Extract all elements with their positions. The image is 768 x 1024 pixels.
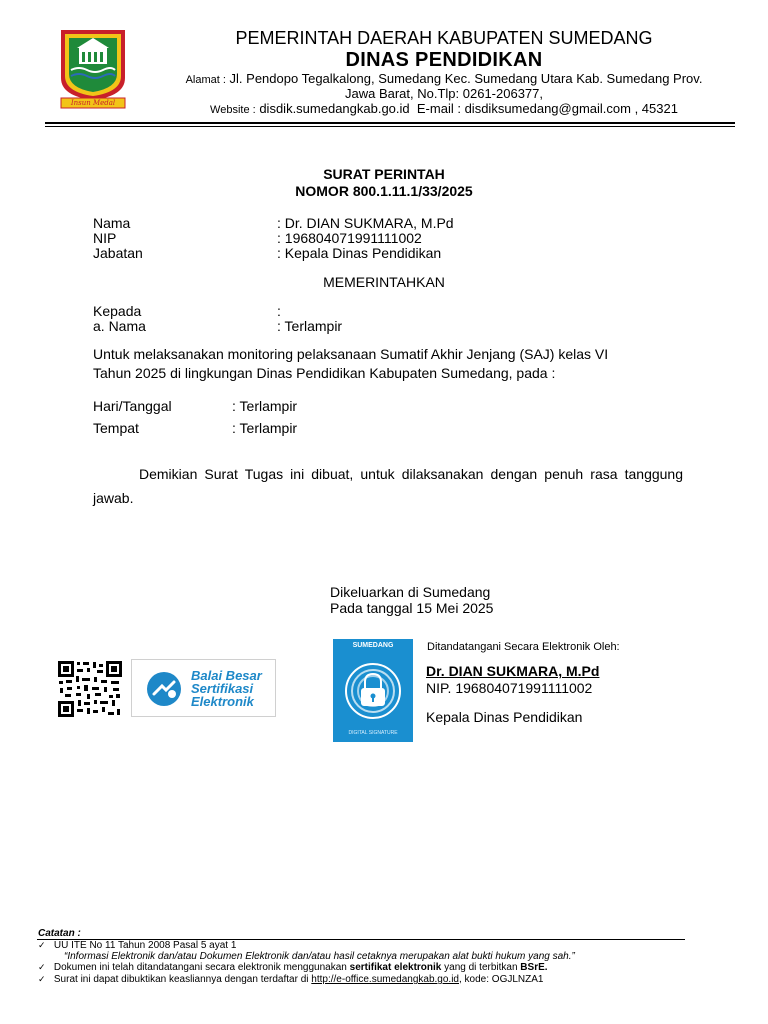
command-heading: MEMERINTAHKAN (323, 274, 445, 290)
signer-position: Kepala Dinas Pendidikan (426, 709, 583, 725)
header-divider-thin (45, 126, 735, 127)
e-office-link[interactable]: http://e-office.sumedangkab.go.id (311, 974, 459, 985)
footer-item-1-quote: “Informasi Elektronik dan/atau Dokumen Elektronik dan/atau hasil cetaknya merupakan alat bukti hukum yang sah.” (64, 951, 575, 962)
issued-date: Pada tanggal 15 Mei 2025 (330, 600, 494, 616)
check-icon: ✓ (38, 940, 46, 950)
bsre-name (191, 669, 262, 708)
officer-name-value: : Dr. DIAN SUKMARA, M.Pd (277, 215, 454, 231)
address-label: Alamat : (185, 74, 226, 86)
place-value: : Terlampir (232, 420, 298, 436)
purpose-line-2: Tahun 2025 di lingkungan Dinas Pendidikan Kabupaten Sumedang, pada : (93, 365, 556, 381)
website-label: Website : (210, 104, 256, 116)
header-divider (45, 122, 735, 124)
officer-nip-label: NIP (93, 230, 117, 246)
officer-nip-value: : 196804071991111002 (277, 230, 422, 246)
address-line-2: Jawa Barat, No.Tlp: 0261-206377, (344, 86, 543, 101)
footer-item-3 (38, 974, 543, 985)
bsre-line-2: Sertifikasi (191, 681, 254, 696)
address-text: Jl. Pendopo Tegalkalong, Sumedang Kec. Sumedang Utara Kab. Sumedang Prov. (229, 71, 703, 86)
bsre-logo-icon (145, 670, 183, 708)
fingerprint-lock-icon (343, 656, 403, 726)
footer-title: Catatan : (38, 928, 81, 939)
footer-item-2-bold-2: BSrE. (520, 962, 548, 973)
check-icon: ✓ (38, 974, 46, 984)
footer-item-1-text: UU ITE No 11 Tahun 2008 Pasal 5 ayat 1 (53, 940, 237, 951)
seal-caption: DIGITAL SIGNATURE (348, 730, 398, 736)
letter-title: SURAT PERINTAH (323, 166, 445, 182)
footer-item-2-bold-1: sertifikat elektronik (349, 962, 442, 973)
recipient-colon: : (277, 303, 281, 319)
government-name: PEMERINTAH DAERAH KABUPATEN SUMEDANG (235, 28, 653, 48)
address-line-1 (0, 71, 768, 86)
recipient-name-label: a. Nama (93, 318, 146, 334)
officer-position-label: Jabatan (93, 245, 143, 261)
footer-item-2-text: Dokumen ini telah ditandatangani secara elektronik menggunakan (53, 962, 350, 973)
signer-nip: NIP. 196804071991111002 (426, 680, 593, 696)
date-value: : Terlampir (232, 398, 298, 414)
email-label: E-mail : (416, 101, 461, 116)
closing-paragraph: Demikian Surat Tugas ini dibuat, untuk dilaksanakan dengan penuh rasa tanggung jawab. (93, 466, 683, 506)
bsre-line-1: Balai Besar (191, 668, 262, 683)
issued-place: Dikeluarkan di Sumedang (330, 584, 491, 600)
place-label: Tempat (93, 420, 139, 436)
website-link[interactable]: disdik.sumedangkab.go.id (259, 101, 410, 116)
recipient-label: Kepada (93, 303, 142, 319)
officer-position-value: : Kepala Dinas Pendidikan (277, 245, 442, 261)
check-icon: ✓ (38, 962, 46, 972)
qr-code (57, 660, 123, 718)
letter-number: NOMOR 800.1.11.1/33/2025 (295, 183, 473, 199)
contact-line (0, 101, 768, 116)
department-name: DINAS PENDIDIKAN (345, 49, 543, 71)
footer-item-1 (38, 940, 236, 951)
email-text[interactable]: disdiksumedang@gmail.com , 45321 (464, 101, 678, 116)
date-label: Hari/Tanggal (93, 398, 172, 414)
footer-item-2-mid: yang di terbitkan (441, 962, 521, 973)
recipient-name-value: : Terlampir (277, 318, 343, 334)
footer-item-3-code: , kode: OGJLNZA1 (459, 974, 544, 985)
footer-item-3-text: Surat ini dapat dibuktikan keasliannya dengan terdaftar di (53, 974, 312, 985)
footer-item-2 (38, 962, 548, 973)
signature-note: Ditandatangani Secara Elektronik Oleh: (427, 641, 620, 653)
officer-name-label: Nama (93, 215, 131, 231)
logo-motto: Insun Medal (70, 99, 116, 107)
signer-name: Dr. DIAN SUKMARA, M.Pd (426, 663, 600, 679)
bsre-line-3: Elektronik (191, 694, 254, 709)
purpose-line-1: Untuk melaksanakan monitoring pelaksanaan Sumatif Akhir Jenjang (SAJ) kelas VI (93, 346, 609, 362)
seal-title: SUMEDANG (352, 642, 394, 649)
